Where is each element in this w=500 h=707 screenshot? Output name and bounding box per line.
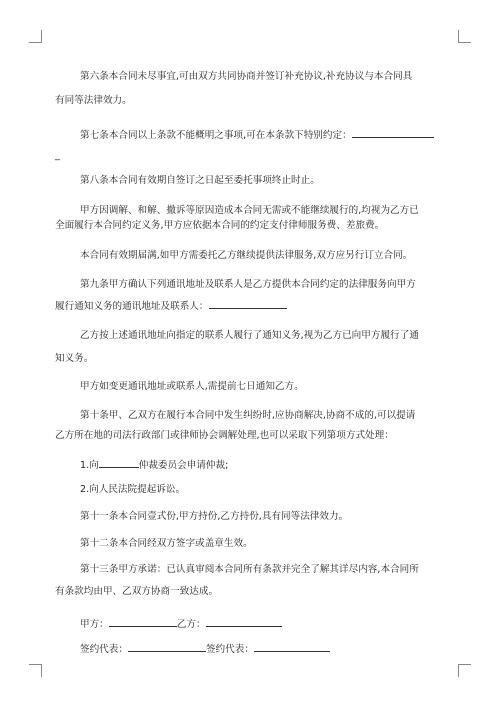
- article-6-line-1: 第六条本合同未尽事宜,可由双方共同协商并签订补充协议,补充协议与本合同具: [80, 71, 413, 82]
- option-arbitration: [55, 457, 445, 472]
- clause-expiry: 本合同有效期届满,如甲方需委托乙方继续提供法律服务,双方应另行订立合同。: [80, 250, 413, 261]
- article-7-text: 第七条本合同以上条款不能概明之事项,可在本条款下特别约定：: [80, 130, 352, 141]
- rep-a-blank: [128, 641, 206, 652]
- article-6-line-2: 有同等法律效力。: [55, 95, 132, 106]
- article-10-line-1: 第十条甲、乙双方在履行本合同中发生纠纷时,应协商解决,协商不成的,可以提请: [80, 410, 416, 421]
- article-13-line-2: 有条款均由甲、乙双方协商一致达成。: [55, 586, 219, 597]
- crop-mark-bottom-right: [458, 664, 471, 677]
- crop-mark-top-left: [29, 30, 42, 43]
- article-9-line-2: [55, 298, 445, 313]
- crop-mark-top-right: [458, 30, 471, 43]
- special-terms-blank: [352, 127, 434, 138]
- article-8: 第八条本合同有效期自签订之日起至委托事项终止时止。: [80, 175, 320, 186]
- signature-parties: [55, 616, 445, 631]
- rep-a-label: 签约代表：: [80, 644, 128, 655]
- notice-clause-line-2: 知义务。: [55, 353, 94, 364]
- article-9-line-1: 第九条甲方确认下列通讯地址及联系人是乙方提供本合同约定的法律服务向甲方: [80, 279, 416, 290]
- rep-b-label: 签约代表：: [205, 644, 254, 655]
- article-10-line-2: 乙方所在地的司法行政部门或律师协会调解处理,也可以采取下列第项方式处理：: [55, 430, 394, 441]
- notice-clause-line-1: 乙方按上述通讯地址向指定的联系人履行了通知义务,视为乙方已向甲方履行了通: [80, 330, 419, 341]
- option-arbitration-prefix: 1.向: [80, 460, 99, 471]
- party-a-blank: [109, 616, 177, 627]
- party-a-label: 甲方：: [80, 619, 109, 630]
- article-7-continuation: _: [55, 150, 60, 161]
- party-b-blank: [206, 616, 282, 627]
- crop-mark-bottom-left: [29, 664, 42, 677]
- article-7: [55, 127, 445, 142]
- party-b-label: 乙方：: [176, 619, 206, 630]
- signature-representatives: [55, 641, 445, 656]
- arbitration-commission-blank: [99, 457, 139, 468]
- option-arbitration-suffix: 仲裁委员会申请仲裁;: [138, 460, 229, 471]
- article-9-line-2-text: 履行通知义务的通讯地址及联系人：: [55, 301, 209, 312]
- article-13-line-1: 第十三条甲方承诺：已认真审阅本合同所有条款并完全了解其详尽内容,本合同所: [80, 564, 419, 575]
- clause-termination-line-1: 甲方因调解、和解、撤诉等原因造成本合同无需或不能继续履行的,均视为乙方已: [80, 205, 419, 216]
- article-11: 第十一条本合同壹式份,甲方持份,乙方持份,具有同等法律效力。: [80, 511, 349, 522]
- option-litigation: 2.向人民法院提起诉讼。: [80, 484, 186, 495]
- rep-b-blank: [254, 641, 330, 652]
- clause-termination-line-2: 全面履行本合同约定义务,甲方应依据本合同的约定支付律师服务费、差旅费。: [55, 220, 385, 231]
- contact-address-blank: [209, 298, 287, 309]
- article-12: 第十二条本合同经双方签字或盖章生效。: [80, 538, 253, 549]
- address-change-clause: 甲方如变更通讯地址或联系人,需提前七日通知乙方。: [80, 381, 304, 392]
